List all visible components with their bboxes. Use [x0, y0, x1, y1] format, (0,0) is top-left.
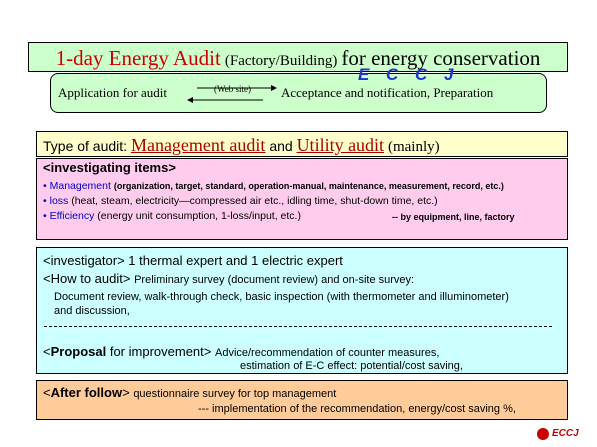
- investigator-line: [43, 253, 343, 268]
- item-detail: (organization, target, standard, operation-manual, maintenance, measurement, record, etc.): [113, 181, 504, 191]
- proposal-line: <Proposal for improvement> Advice/recommendation of counter measures,: [43, 344, 440, 359]
- list-item: • Efficiency (energy unit consumption, 1-loss/input, etc.): [43, 210, 301, 222]
- proposal-text: estimation of E-C effect: potential/cost saving,: [240, 360, 463, 372]
- after-follow-line: <After follow> questionnaire survey for top management: [43, 385, 337, 400]
- how-to-detail: and discussion,: [54, 305, 130, 317]
- item-detail: (heat, steam, electricity—compressed air etc., idling time, shut-down time, etc.): [71, 195, 438, 207]
- type-label: Type of audit:: [43, 138, 128, 154]
- investigator-text: 1 thermal expert and 1 electric expert: [128, 253, 343, 268]
- title-purpose: for energy conservation: [341, 46, 541, 70]
- how-to-text: Preliminary survey (document review) and on-site survey:: [134, 274, 415, 286]
- title-box: [28, 42, 568, 72]
- eccj-logo-text: ECCJ: [552, 428, 579, 439]
- acceptance-text: Acceptance and notification, Preparation: [281, 85, 494, 100]
- after-follow-label: After follow: [50, 385, 123, 400]
- after-follow-text: --- implementation of the recommendation, energy/cost saving %,: [198, 403, 516, 415]
- investigator-label: <investigator>: [43, 253, 125, 268]
- investigating-items-header: <investigating items>: [43, 160, 176, 175]
- item-term: Efficiency: [49, 210, 95, 222]
- how-to-detail: Document review, walk-through check, basic inspection (with thermometer and illuminometer): [54, 291, 509, 303]
- item-term: Management: [49, 180, 111, 192]
- mainly-word: (mainly): [387, 139, 440, 155]
- web-site-label: (Web site): [214, 84, 252, 94]
- item-term: loss: [49, 195, 69, 207]
- application-text: Application for audit: [58, 85, 168, 100]
- proposal-text: Advice/recommendation of counter measures,: [214, 347, 440, 359]
- proposal-label: Proposal: [50, 344, 107, 359]
- arrow-left-icon: [187, 96, 263, 104]
- list-item: • loss (heat, steam, electricity—compressed air etc., idling time, shut-down time, etc.): [43, 195, 438, 207]
- management-audit: Management audit: [130, 135, 266, 155]
- how-to-line: [43, 271, 414, 286]
- after-follow-text: questionnaire survey for top management: [133, 388, 337, 400]
- eccj-logo-icon: [537, 428, 549, 440]
- page-title: [29, 46, 567, 71]
- item-detail: (energy unit consumption, 1-loss/input, etc.): [97, 210, 301, 222]
- type-of-audit-box: [36, 131, 568, 157]
- list-item: • Management (organization, target, standard, operation-manual, maintenance, measurement, record, etc.): [43, 180, 504, 192]
- type-of-audit-line: [43, 135, 440, 156]
- title-scope: (Factory/Building): [224, 53, 338, 69]
- utility-audit: Utility audit: [296, 135, 385, 155]
- eccj-mark: E C C J: [358, 65, 460, 84]
- and-word: and: [269, 138, 293, 154]
- item-note: -- by equipment, line, factory: [392, 212, 515, 222]
- how-to-label: <How to audit>: [43, 271, 131, 286]
- title-main: 1-day Energy Audit: [55, 46, 221, 70]
- divider: [44, 326, 552, 327]
